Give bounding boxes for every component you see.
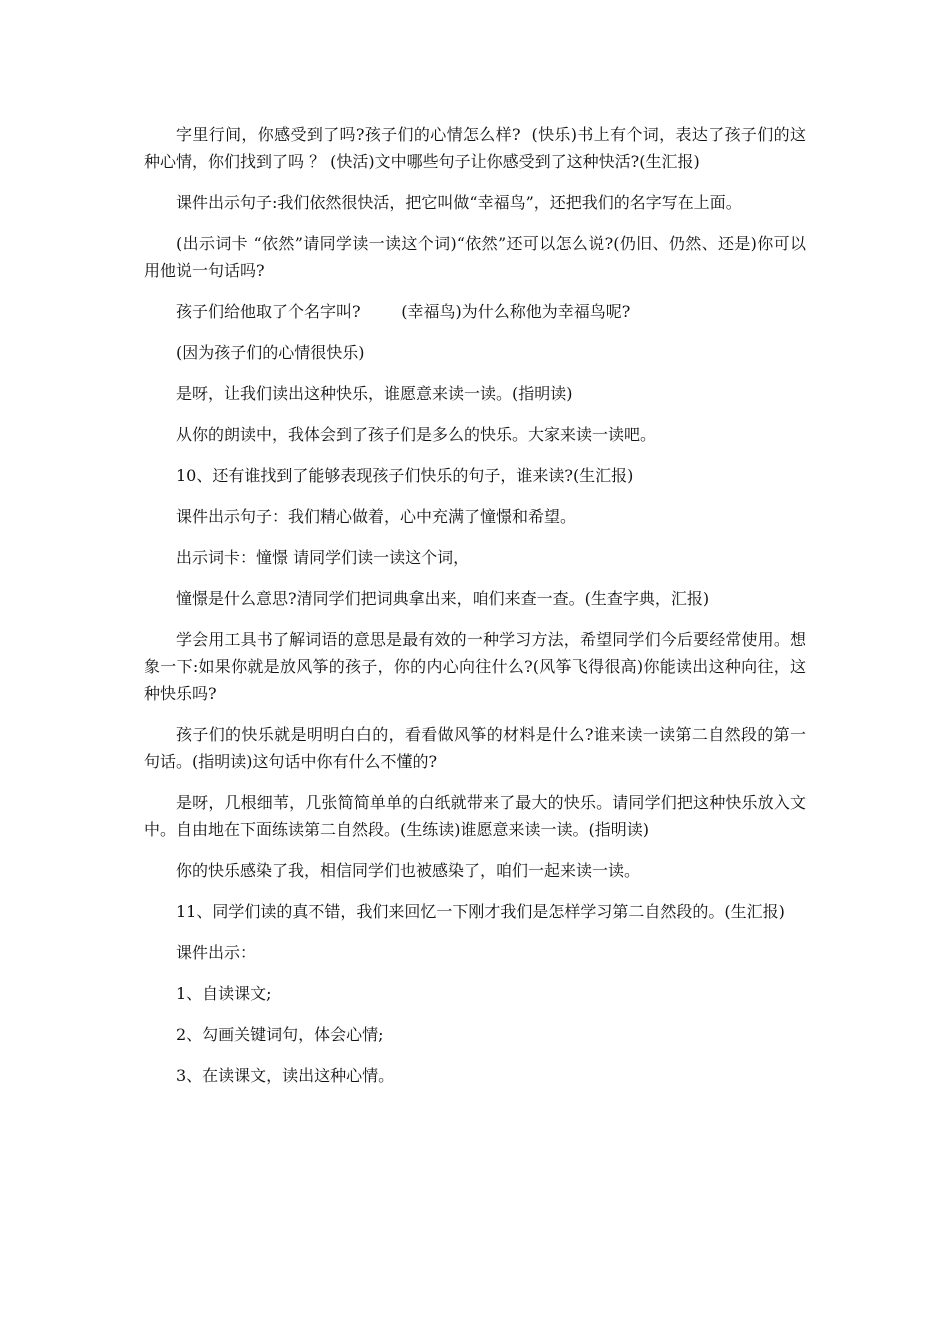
list-item-2: 2、勾画关键词句，体会心情; xyxy=(176,1025,384,1044)
paragraph-8: 10、还有谁找到了能够表现孩子们快乐的句子，谁来读?(生汇报) xyxy=(176,466,634,485)
paragraph-17: 课件出示： xyxy=(176,943,257,962)
paragraph-7: 从你的朗读中，我体会到了孩子们是多么的快乐。大家来读一读吧。 xyxy=(176,425,657,444)
paragraph-11: 憧憬是什么意思?清同学们把词典拿出来，咱们来查一查。(生查字典，汇报) xyxy=(176,589,710,608)
paragraph-2: 课件出示句子:我们依然很快活，把它叫做“幸福鸟”，还把我们的名字写在上面。 xyxy=(176,193,742,212)
paragraph-1: 字里行间，你感受到了吗?孩子们的心情怎么样? (快乐)书上有个词，表达了孩子们的这种心情，你们找到了吗 ？ (快活)文中哪些句子让你感受到了这种快活?(生汇报) xyxy=(144,125,806,171)
paragraph-6: 是呀，让我们读出这种快乐，谁愿意来读一读。(指明读) xyxy=(176,384,573,403)
list-item-3: 3、在读课文，读出这种心情。 xyxy=(176,1066,395,1085)
paragraph-16: 11、同学们读的真不错，我们来回忆一下刚才我们是怎样学习第二自然段的。(生汇报) xyxy=(176,902,785,921)
paragraph-13: 孩子们的快乐就是明明白白的，看看做风筝的材料是什么?谁来读一读第二自然段的第一句话。(指明读)这句话中你有什么不懂的? xyxy=(144,725,806,771)
paragraph-3: (出示词卡 “依然”请同学读一读这个词)“依然”还可以怎么说?(仍旧、仍然、还是)你可以用他说一句话吗? xyxy=(144,234,806,280)
paragraph-10: 出示词卡：憧憬 请同学们读一读这个词， xyxy=(176,548,470,567)
list-item-1: 1、自读课文; xyxy=(176,984,272,1003)
paragraph-14: 是呀，几根细苇，几张简简单单的白纸就带来了最大的快乐。请同学们把这种快乐放入文中。自由地在下面练读第二自然段。(生练读)谁愿意来读一读。(指明读) xyxy=(144,793,806,839)
paragraph-15: 你的快乐感染了我，相信同学们也被感染了，咱们一起来读一读。 xyxy=(176,861,641,880)
paragraph-12: 学会用工具书了解词语的意思是最有效的一种学习方法，希望同学们今后要经常使用。想象一下:如果你就是放风筝的孩子，你的内心向往什么?(风筝飞得很高)你能读出这种向往，这种快乐吗? xyxy=(144,630,806,703)
paragraph-4: 孩子们给他取了个名字叫? (幸福鸟)为什么称他为幸福鸟呢? xyxy=(176,302,631,321)
paragraph-5: (因为孩子们的心情很快乐) xyxy=(176,343,365,362)
paragraph-9: 课件出示句子：我们精心做着，心中充满了憧憬和希望。 xyxy=(176,507,577,526)
